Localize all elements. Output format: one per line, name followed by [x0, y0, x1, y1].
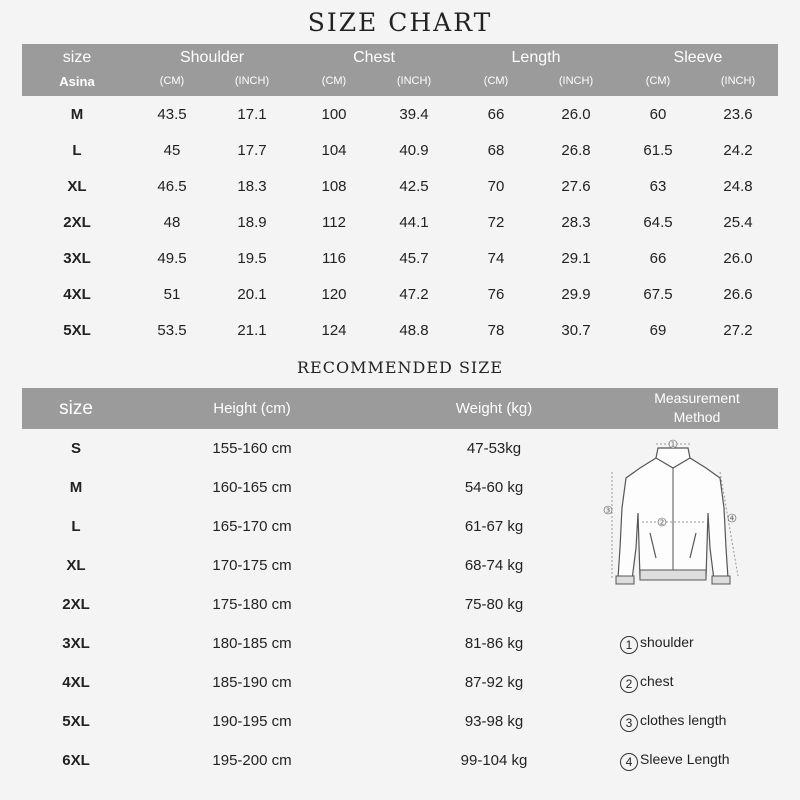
- unit-cm: (CM): [159, 75, 185, 87]
- header-sleeve: Sleeve: [673, 49, 723, 66]
- value-cell: 66: [649, 250, 667, 267]
- value-cell: 120: [321, 286, 347, 303]
- value-cell: 100: [321, 106, 347, 123]
- value-cell: 69: [649, 322, 667, 339]
- size-chart-title: SIZE CHART: [307, 8, 493, 37]
- value-cell: 21.1: [237, 322, 267, 339]
- legend-label: chest: [640, 673, 674, 689]
- table-row: [22, 312, 778, 348]
- rec-size-cell: 4XL: [62, 674, 90, 691]
- rec-header-weight: Weight (kg): [455, 400, 533, 417]
- value-cell: 17.7: [237, 142, 267, 159]
- rec-weight-cell: 54-60 kg: [464, 479, 524, 496]
- header-chest: Chest: [353, 49, 395, 66]
- value-cell: 19.5: [237, 250, 267, 267]
- value-cell: 24.2: [723, 142, 753, 159]
- unit-inch: (INCH): [558, 75, 594, 87]
- value-cell: 78: [487, 322, 505, 339]
- value-cell: 23.6: [723, 106, 753, 123]
- rec-height-cell: 165-170 cm: [212, 518, 292, 535]
- value-cell: 46.5: [157, 178, 187, 195]
- rec-size-cell: M: [69, 479, 83, 496]
- recommended-title: RECOMMENDED SIZE: [296, 358, 504, 377]
- value-cell: 51: [163, 286, 181, 303]
- legend-item-shoulder: [620, 634, 694, 654]
- rec-weight-cell: 81-86 kg: [464, 635, 524, 652]
- unit-cm: (CM): [645, 75, 671, 87]
- size-cell: 4XL: [63, 286, 91, 303]
- legend-item-chest: [620, 673, 673, 693]
- rec-weight-cell: 61-67 kg: [464, 518, 524, 535]
- rec-weight-cell: 87-92 kg: [464, 674, 524, 691]
- jacket-diagram: [598, 438, 748, 598]
- table-row: [22, 132, 778, 168]
- size-cell: 3XL: [63, 250, 91, 267]
- value-cell: 40.9: [399, 142, 429, 159]
- rec-height-cell: 185-190 cm: [212, 674, 292, 691]
- header-shoulder: Shoulder: [179, 49, 245, 66]
- mark-4: 4: [729, 514, 735, 523]
- value-cell: 63: [649, 178, 667, 195]
- size-cell: L: [72, 142, 82, 159]
- value-cell: 48.8: [399, 322, 429, 339]
- size-cell: XL: [67, 178, 87, 195]
- table-row: [22, 204, 778, 240]
- mark-3: 3: [605, 506, 611, 515]
- size-chart-body: [22, 96, 778, 348]
- value-cell: 60: [649, 106, 667, 123]
- unit-cm: (CM): [483, 75, 509, 87]
- rec-height-cell: 190-195 cm: [212, 713, 292, 730]
- rec-height-cell: 160-165 cm: [212, 479, 292, 496]
- table-row: [22, 276, 778, 312]
- rec-header-height: Height (cm): [213, 400, 291, 417]
- rec-header-method-1: Measurement: [654, 390, 740, 406]
- rec-size-cell: 3XL: [62, 635, 90, 652]
- table-row: [22, 168, 778, 204]
- size-chart-table: [22, 44, 778, 348]
- value-cell: 39.4: [399, 106, 429, 123]
- size-cell: M: [70, 106, 84, 123]
- value-cell: 26.8: [561, 142, 591, 159]
- value-cell: 70: [487, 178, 505, 195]
- value-cell: 108: [321, 178, 347, 195]
- size-cell: 2XL: [63, 214, 91, 231]
- legend-label: Sleeve Length: [640, 751, 730, 767]
- rec-height-cell: 170-175 cm: [212, 557, 292, 574]
- legend-num: 2: [620, 675, 638, 693]
- rec-weight-cell: 68-74 kg: [464, 557, 524, 574]
- rec-weight-cell: 93-98 kg: [464, 713, 524, 730]
- value-cell: 48: [163, 214, 181, 231]
- value-cell: 53.5: [157, 322, 187, 339]
- value-cell: 17.1: [237, 106, 267, 123]
- legend-num: 1: [620, 636, 638, 654]
- value-cell: 24.8: [723, 178, 753, 195]
- value-cell: 25.4: [723, 214, 753, 231]
- rec-height-cell: 175-180 cm: [212, 596, 292, 613]
- value-cell: 45.7: [399, 250, 429, 267]
- rec-size-cell: 5XL: [62, 713, 90, 730]
- value-cell: 28.3: [561, 214, 591, 231]
- value-cell: 74: [487, 250, 505, 267]
- unit-inch: (INCH): [396, 75, 432, 87]
- mark-1: 1: [670, 440, 676, 449]
- value-cell: 116: [322, 250, 346, 267]
- value-cell: 66: [487, 106, 505, 123]
- value-cell: 76: [487, 286, 505, 303]
- value-cell: 18.9: [237, 214, 267, 231]
- rec-header-method-2: Method: [673, 409, 721, 425]
- value-cell: 43.5: [157, 106, 187, 123]
- size-chart-header: [22, 44, 778, 96]
- rec-header-size: size: [59, 398, 93, 419]
- value-cell: 26.0: [561, 106, 591, 123]
- value-cell: 72: [487, 214, 505, 231]
- value-cell: 45: [163, 142, 181, 159]
- recommended-header: [22, 388, 778, 429]
- legend-num: 3: [620, 714, 638, 732]
- legend-num: 4: [620, 753, 638, 771]
- value-cell: 27.2: [723, 322, 753, 339]
- value-cell: 29.9: [561, 286, 591, 303]
- value-cell: 64.5: [643, 214, 673, 231]
- value-cell: 67.5: [643, 286, 673, 303]
- unit-cm: (CM): [321, 75, 347, 87]
- table-row: [22, 96, 778, 132]
- value-cell: 44.1: [399, 214, 429, 231]
- value-cell: 26.6: [723, 286, 753, 303]
- legend-label: shoulder: [640, 634, 694, 650]
- rec-size-cell: XL: [66, 557, 86, 574]
- rec-height-cell: 180-185 cm: [212, 635, 292, 652]
- size-cell: 5XL: [63, 322, 91, 339]
- value-cell: 61.5: [643, 142, 673, 159]
- header-length: Length: [511, 49, 561, 66]
- value-cell: 124: [321, 322, 347, 339]
- value-cell: 26.0: [723, 250, 753, 267]
- header-size: size: [62, 49, 92, 66]
- value-cell: 42.5: [399, 178, 429, 195]
- value-cell: 18.3: [237, 178, 267, 195]
- rec-weight-cell: 75-80 kg: [464, 596, 524, 613]
- mark-2: 2: [659, 518, 665, 527]
- legend-label: clothes length: [640, 712, 727, 728]
- rec-height-cell: 195-200 cm: [212, 752, 292, 769]
- value-cell: 104: [321, 142, 347, 159]
- unit-inch: (INCH): [720, 75, 756, 87]
- unit-inch: (INCH): [234, 75, 270, 87]
- value-cell: 47.2: [399, 286, 429, 303]
- value-cell: 112: [322, 214, 346, 231]
- legend-item-sleeve-length: [620, 751, 730, 771]
- value-cell: 30.7: [561, 322, 591, 339]
- rec-size-cell: 6XL: [62, 752, 90, 769]
- rec-weight-cell: 47-53kg: [466, 440, 522, 457]
- rec-size-cell: L: [71, 518, 81, 535]
- rec-height-cell: 155-160 cm: [212, 440, 292, 457]
- rec-size-cell: S: [70, 440, 81, 457]
- rec-weight-cell: 99-104 kg: [460, 752, 528, 769]
- value-cell: 20.1: [237, 286, 267, 303]
- value-cell: 68: [487, 142, 505, 159]
- value-cell: 29.1: [561, 250, 591, 267]
- header-asina: Asina: [59, 74, 95, 89]
- value-cell: 27.6: [561, 178, 591, 195]
- legend-item-clothes-length: [620, 712, 726, 732]
- value-cell: 49.5: [157, 250, 187, 267]
- rec-size-cell: 2XL: [62, 596, 90, 613]
- table-row: [22, 240, 778, 276]
